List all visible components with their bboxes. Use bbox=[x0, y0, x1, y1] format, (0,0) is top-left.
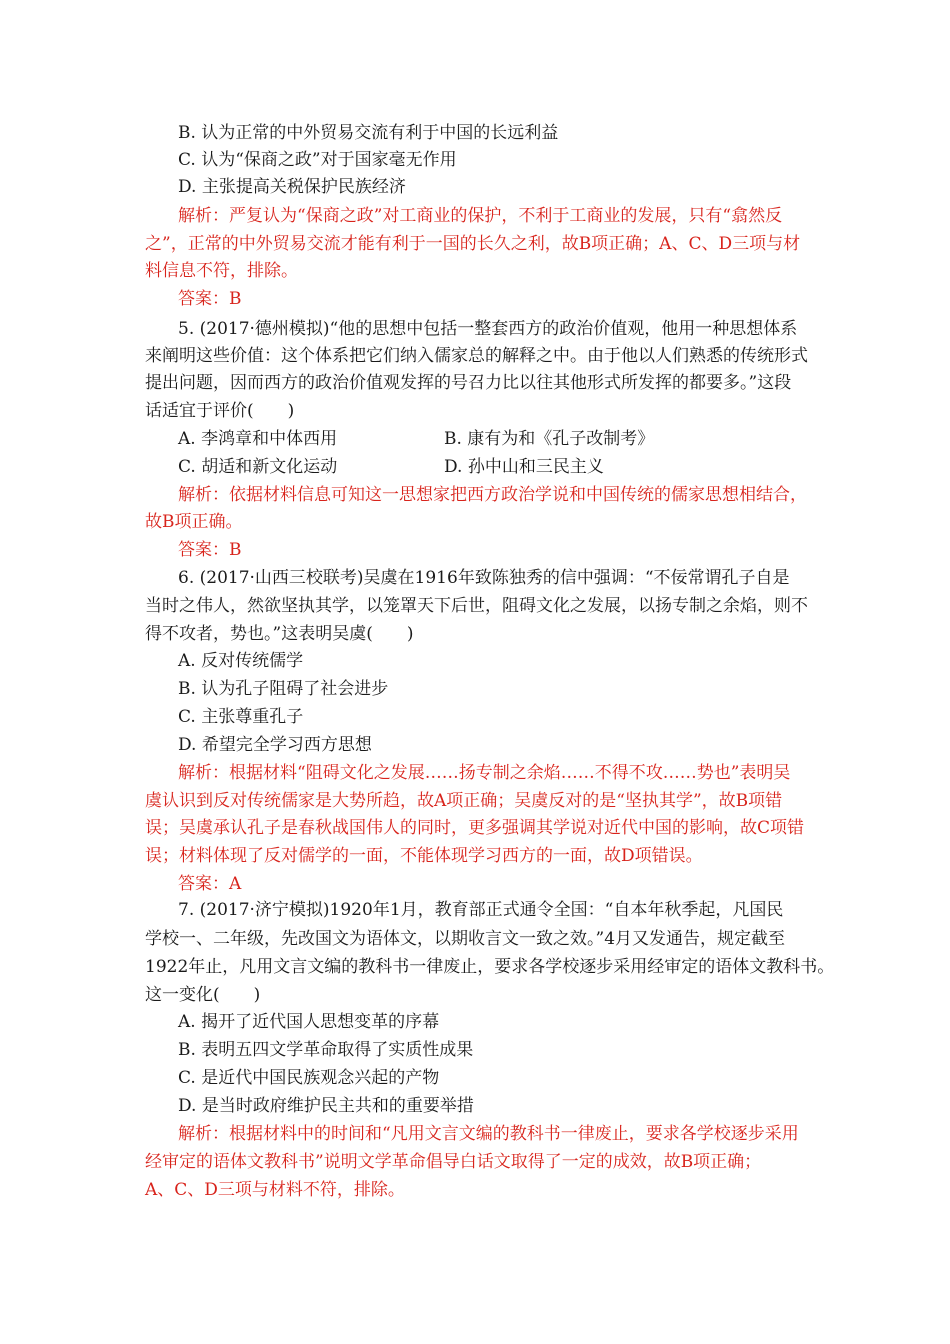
q6-option-b: B. 认为孔子阻碍了社会进步 bbox=[178, 679, 389, 699]
q7-analysis-line-1: 解析：根据材料中的时间和“凡用文言文编的教科书一律废止，要求各学校逐步采用 bbox=[178, 1124, 799, 1144]
q6-stem-line-1: 6. (2017·山西三校联考)吴虞在1916年致陈独秀的信中强调：“不佞常谓孔子自是 bbox=[178, 568, 790, 588]
q6-answer: 答案：A bbox=[178, 874, 242, 894]
q7-stem-line-2: 学校一、二年级，先改国文为语体文，以期收言文一致之效。”4月又发通告，规定截至 bbox=[145, 929, 786, 949]
q5-analysis-line-2: 故B项正确。 bbox=[145, 512, 243, 532]
q4-option-b: B. 认为正常的中外贸易交流有利于中国的长远利益 bbox=[178, 123, 559, 143]
q6-option-a: A. 反对传统儒学 bbox=[178, 651, 304, 671]
q5-option-d: D. 孙中山和三民主义 bbox=[444, 457, 604, 477]
q6-option-c: C. 主张尊重孔子 bbox=[178, 707, 304, 727]
q4-option-d: D. 主张提高关税保护民族经济 bbox=[178, 177, 406, 197]
q7-option-b: B. 表明五四文学革命取得了实质性成果 bbox=[178, 1040, 474, 1060]
q6-stem-line-2: 当时之伟人，然欲坚执其学，以笼罩天下后世，阻碍文化之发展，以扬专制之余焰，则不 bbox=[145, 596, 808, 616]
q6-analysis-line-3: 误；吴虞承认孔子是春秋战国伟人的同时，更多强调其学说对近代中国的影响，故C项错 bbox=[145, 818, 805, 838]
q6-analysis-line-4: 误；材料体现了反对儒学的一面，不能体现学习西方的一面，故D项错误。 bbox=[145, 846, 703, 866]
q7-option-d: D. 是当时政府维护民主共和的重要举措 bbox=[178, 1096, 474, 1116]
q4-analysis-line-3: 料信息不符，排除。 bbox=[145, 261, 298, 281]
q6-analysis-line-2: 虞认识到反对传统儒家是大势所趋，故A项正确；吴虞反对的是“坚执其学”，故B项错 bbox=[145, 791, 783, 811]
q6-analysis-line-1: 解析：根据材料“阻碍文化之发展……扬专制之余焰……不得不攻……势也”表明吴 bbox=[178, 763, 791, 783]
q7-option-a: A. 揭开了近代国人思想变革的序幕 bbox=[178, 1012, 440, 1032]
q4-analysis-line-2: 之”，正常的中外贸易交流才能有利于一国的长久之利，故B项正确；A、C、D三项与材 bbox=[145, 234, 801, 254]
q5-option-c: C. 胡适和新文化运动 bbox=[178, 457, 338, 477]
q4-option-c: C. 认为“保商之政”对于国家毫无作用 bbox=[178, 150, 457, 170]
q7-stem-line-4: 这一变化( ) bbox=[145, 985, 261, 1005]
q6-option-d: D. 希望完全学习西方思想 bbox=[178, 735, 372, 755]
q5-option-a: A. 李鸿章和中体西用 bbox=[178, 429, 338, 449]
q4-analysis-line-1: 解析：严复认为“保商之政”对工商业的保护，不利于工商业的发展，只有“翕然反 bbox=[178, 206, 783, 226]
q5-stem-line-1: 5. (2017·德州模拟)“他的思想中包括一整套西方的政治价值观，他用一种思想体系 bbox=[178, 319, 798, 339]
q7-analysis-line-2: 经审定的语体文教科书”说明文学革命倡导白话文取得了一定的成效，故B项正确； bbox=[145, 1152, 762, 1172]
q6-stem-line-3: 得不攻者，势也。”这表明吴虞( ) bbox=[145, 624, 414, 644]
q5-analysis-line-1: 解析：依据材料信息可知这一思想家把西方政治学说和中国传统的儒家思想相结合， bbox=[178, 485, 807, 505]
q5-stem-line-2: 来阐明这些价值：这个体系把它们纳入儒家总的解释之中。由于他以人们熟悉的传统形式 bbox=[145, 346, 808, 366]
q7-analysis-line-3: A、C、D三项与材料不符，排除。 bbox=[145, 1180, 405, 1200]
q5-stem-line-4: 话适宜于评价( ) bbox=[145, 401, 295, 421]
q7-stem-line-3: 1922年止，凡用文言文编的教科书一律废止，要求各学校逐步采用经审定的语体文教科书。 bbox=[145, 957, 835, 977]
q7-option-c: C. 是近代中国民族观念兴起的产物 bbox=[178, 1068, 440, 1088]
q5-stem-line-3: 提出问题，因而西方的政治价值观发挥的号召力比以往其他形式所发挥的都要多。”这段 bbox=[145, 373, 792, 393]
q5-answer: 答案：B bbox=[178, 540, 242, 560]
q4-answer: 答案：B bbox=[178, 289, 242, 309]
q7-stem-line-1: 7. (2017·济宁模拟)1920年1月，教育部正式通令全国：“自本年秋季起，凡国民 bbox=[178, 900, 784, 920]
q5-option-b: B. 康有为和《孔子改制考》 bbox=[444, 429, 655, 449]
